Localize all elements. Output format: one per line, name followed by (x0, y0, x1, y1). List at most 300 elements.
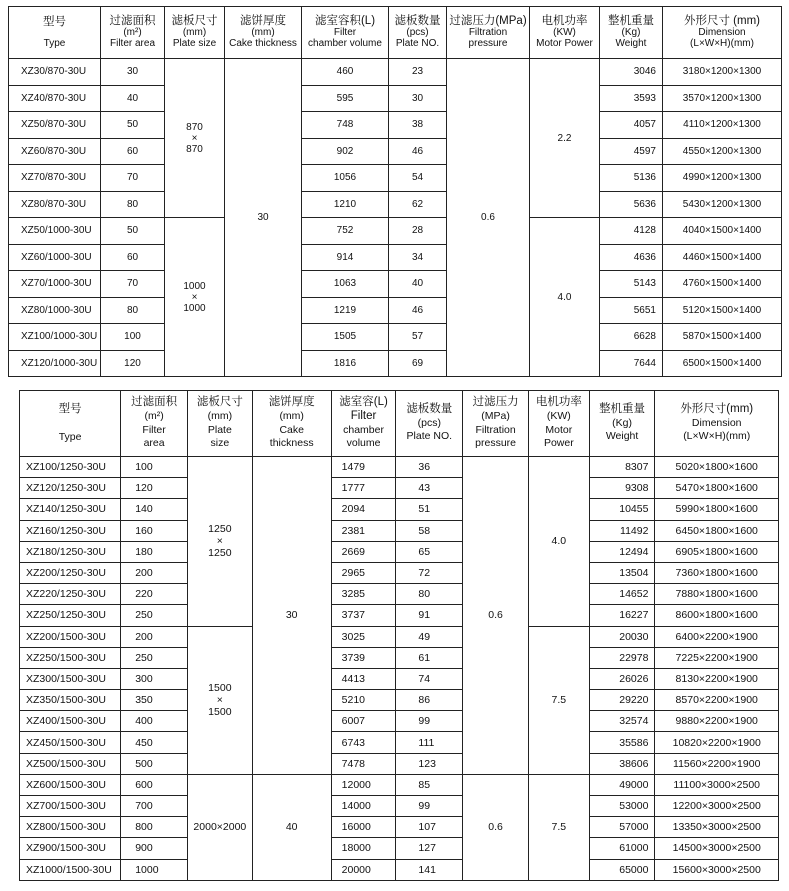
header-dimension-zh: 外形尺寸 (mm) (683, 15, 760, 27)
cell-power-2-2: 2.2 (530, 59, 600, 218)
cell-area: 400 (121, 711, 188, 732)
cell-type: XZ1000/1500-30U (20, 859, 121, 880)
header-weight (600, 7, 663, 59)
cell-plates: 58 (396, 520, 463, 541)
cell-area: 30 (101, 59, 165, 86)
cell-volume: 1210 (302, 191, 389, 218)
cell-pressure: 0.6 (447, 59, 530, 377)
cell-volume: 595 (302, 85, 389, 112)
cell-type: XZ100/1250-30U (20, 457, 121, 478)
cell-type: XZ800/1500-30U (20, 817, 121, 838)
cell-dimension: 4990×1200×1300 (663, 165, 782, 192)
cell-pressure-b: 0.6 (463, 774, 529, 880)
table-row (20, 520, 779, 541)
cell-plates: 74 (396, 668, 463, 689)
header-weight-zh: 整机重量 (608, 15, 654, 27)
header-pressure-en1: Filtration (475, 423, 516, 436)
header-pressure-en2: pressure (475, 437, 517, 450)
cell-dimension: 11560×2200×1900 (655, 753, 779, 774)
cell-dimension: 4460×1500×1400 (663, 244, 782, 271)
cell-volume: 902 (302, 138, 389, 165)
header-plate-zh: 滤板尺寸 (171, 15, 218, 27)
header-area-en2: area (143, 437, 165, 450)
cell-type: XZ40/870-30U (9, 85, 101, 112)
cell-plates: 30 (389, 85, 447, 112)
cell-plates: 123 (396, 753, 463, 774)
plate-size-dim-b: 870 (186, 143, 203, 155)
cell-plates: 34 (389, 244, 447, 271)
cell-plate-size-1250 (187, 457, 252, 627)
cell-type: XZ160/1250-30U (20, 520, 121, 541)
cell-plates: 62 (389, 191, 447, 218)
cell-area: 70 (101, 271, 165, 298)
cell-type: XZ80/870-30U (9, 191, 101, 218)
cell-volume: 20000 (331, 859, 396, 880)
cell-power-4-0: 4.0 (530, 218, 600, 377)
header-cake (225, 7, 302, 59)
cell-plates: 72 (396, 562, 463, 583)
header-pressure-zh: 过滤压力 (472, 396, 519, 409)
cell-dimension: 4040×1500×1400 (663, 218, 782, 245)
cell-dimension: 8130×2200×1900 (655, 668, 779, 689)
cell-type: XZ900/1500-30U (20, 838, 121, 859)
cell-plates: 91 (396, 605, 463, 626)
header-plate-unit: (mm) (182, 27, 207, 38)
table-row (20, 859, 779, 880)
cell-area: 120 (121, 478, 188, 499)
cell-weight: 3046 (600, 59, 663, 86)
header-type-zh: 型号 (43, 15, 66, 28)
cell-weight: 4057 (600, 112, 663, 139)
table-row (20, 774, 779, 795)
header-weight-zh: 整机重量 (599, 403, 646, 416)
cell-dimension: 11100×3000×2500 (655, 774, 779, 795)
cell-volume: 1063 (302, 271, 389, 298)
cell-plate-size-2000: 2000×2000 (187, 774, 252, 880)
header-volume-en1: Filter (333, 27, 357, 38)
cell-weight: 4597 (600, 138, 663, 165)
header-power (528, 391, 589, 457)
table-header-row (9, 7, 782, 59)
cell-area: 250 (121, 605, 188, 626)
cell-area: 200 (121, 626, 188, 647)
cell-volume: 5210 (331, 690, 396, 711)
cell-dimension: 6905×1800×1600 (655, 541, 779, 562)
cell-dimension: 10820×2200×1900 (655, 732, 779, 753)
header-weight-unit: (Kg) (612, 416, 632, 429)
cell-area: 100 (121, 457, 188, 478)
cell-weight: 32574 (589, 711, 655, 732)
cell-area: 60 (101, 244, 165, 271)
table-header-row (20, 391, 779, 457)
cell-plate-size-1000 (165, 218, 225, 377)
cell-volume: 7478 (331, 753, 396, 774)
cell-weight: 61000 (589, 838, 655, 859)
cell-dimension: 5120×1500×1400 (663, 297, 782, 324)
header-plates-en: Plate NO. (406, 430, 453, 443)
cell-plates: 36 (396, 457, 463, 478)
cell-type: XZ500/1500-30U (20, 753, 121, 774)
cell-dimension: 3570×1200×1300 (663, 85, 782, 112)
header-pressure-zh: 过滤压力(MPa) (449, 15, 527, 27)
header-cake-zh: 滤饼厚度 (268, 396, 315, 409)
header-area-unit: (m²) (144, 409, 164, 422)
cell-area: 300 (121, 668, 188, 689)
table-row (20, 690, 779, 711)
cell-volume: 2965 (331, 562, 396, 583)
cell-plates: 127 (396, 838, 463, 859)
cell-dimension: 15600×3000×2500 (655, 859, 779, 880)
cell-dimension: 5990×1800×1600 (655, 499, 779, 520)
header-volume (331, 391, 396, 457)
cell-dimension: 5430×1200×1300 (663, 191, 782, 218)
cell-area: 180 (121, 541, 188, 562)
header-type-en: Type (58, 430, 82, 443)
header-power-en2: Power (543, 437, 574, 450)
cell-type: XZ700/1500-30U (20, 796, 121, 817)
header-area-zh: 过滤面积 (109, 15, 156, 27)
plate-size-times: × (216, 694, 223, 707)
header-cake-zh: 滤饼厚度 (240, 15, 286, 27)
table-row (20, 562, 779, 583)
cell-weight: 5136 (600, 165, 663, 192)
header-power-en: Motor Power (536, 38, 593, 49)
table-row (20, 478, 779, 499)
cell-area: 220 (121, 584, 188, 605)
cell-weight: 12494 (589, 541, 655, 562)
header-cake-en2: thickness (269, 437, 314, 450)
header-type (9, 7, 101, 59)
cell-dimension: 14500×3000×2500 (655, 838, 779, 859)
cell-volume: 748 (302, 112, 389, 139)
cell-dimension: 5470×1800×1600 (655, 478, 779, 499)
plate-size-dim-a: 1250 (208, 523, 232, 536)
cell-area: 40 (101, 85, 165, 112)
cell-dimension: 7360×1800×1600 (655, 562, 779, 583)
header-power-zh: 电机功率 (541, 15, 588, 27)
cell-dimension: 9880×2200×1900 (655, 711, 779, 732)
cell-area: 450 (121, 732, 188, 753)
header-plates-zh: 滤板数量 (394, 15, 441, 27)
cell-volume: 3737 (331, 605, 396, 626)
cell-power-4-0: 4.0 (528, 457, 589, 627)
cell-volume: 3285 (331, 584, 396, 605)
cell-cake-thickness: 30 (225, 59, 302, 377)
plate-size-dim-a: 1000 (183, 280, 206, 292)
table-row (9, 218, 782, 245)
cell-volume: 6007 (331, 711, 396, 732)
cell-type: XZ200/1250-30U (20, 562, 121, 583)
cell-plates: 57 (389, 324, 447, 351)
cell-volume: 12000 (331, 774, 396, 795)
header-power (530, 7, 600, 59)
cell-type: XZ350/1500-30U (20, 690, 121, 711)
table-row (20, 817, 779, 838)
header-power-unit: (KW) (546, 409, 571, 422)
header-power-en1: Motor (545, 423, 573, 436)
header-type-en: Type (43, 37, 66, 49)
cell-area: 70 (101, 165, 165, 192)
cell-weight: 22978 (589, 647, 655, 668)
plate-size-dim-b: 1500 (208, 706, 232, 719)
cell-area: 700 (121, 796, 188, 817)
cell-volume: 6743 (331, 732, 396, 753)
header-plate (165, 7, 225, 59)
header-plate-en2: size (210, 437, 230, 450)
cell-plates: 61 (396, 647, 463, 668)
header-plates-unit: (pcs) (417, 416, 441, 429)
cell-weight: 20030 (589, 626, 655, 647)
cell-weight: 53000 (589, 796, 655, 817)
table-row (9, 350, 782, 377)
header-area-zh: 过滤面积 (131, 396, 178, 409)
table-row (9, 138, 782, 165)
cell-type: XZ200/1500-30U (20, 626, 121, 647)
table-row (20, 753, 779, 774)
cell-weight: 7644 (600, 350, 663, 377)
cell-type: XZ120/1000-30U (9, 350, 101, 377)
header-volume-en2: chamber (343, 423, 384, 436)
cell-area: 50 (101, 112, 165, 139)
cell-area: 60 (101, 138, 165, 165)
header-weight-unit: (Kg) (621, 27, 641, 38)
cell-area: 250 (121, 647, 188, 668)
cell-dimension: 4110×1200×1300 (663, 112, 782, 139)
cell-weight: 57000 (589, 817, 655, 838)
header-weight-en: Weight (605, 430, 639, 443)
cell-volume: 2381 (331, 520, 396, 541)
table-row (9, 271, 782, 298)
header-cake-en1: Cake (279, 423, 304, 436)
header-plates-en: Plate NO. (395, 38, 440, 49)
cell-type: XZ60/870-30U (9, 138, 101, 165)
spec-table-2 (19, 390, 779, 881)
cell-weight: 29220 (589, 690, 655, 711)
cell-dimension: 4760×1500×1400 (663, 271, 782, 298)
cell-type: XZ50/870-30U (9, 112, 101, 139)
header-plates-zh: 滤板数量 (406, 403, 453, 416)
table-row (9, 85, 782, 112)
header-cake-unit: (mm) (251, 27, 275, 38)
header-area-en: Filter area (109, 38, 155, 49)
cell-plates: 38 (389, 112, 447, 139)
cell-dimension: 6450×1800×1600 (655, 520, 779, 541)
plate-size-dim-a: 1500 (208, 682, 232, 695)
header-type (20, 391, 121, 457)
header-dimension-en2: (L×W×H)(mm) (683, 430, 751, 443)
header-power-unit: (KW) (553, 27, 576, 38)
header-volume-zh: 滤室容(L) (339, 396, 388, 409)
header-plate-en1: Plate (207, 423, 232, 436)
cell-type: XZ60/1000-30U (9, 244, 101, 271)
cell-volume: 1816 (302, 350, 389, 377)
cell-weight: 5143 (600, 271, 663, 298)
cell-cake-thickness-40: 40 (252, 774, 331, 880)
cell-type: XZ300/1500-30U (20, 668, 121, 689)
cell-dimension: 6500×1500×1400 (663, 350, 782, 377)
cell-weight: 16227 (589, 605, 655, 626)
header-volume-en3: volume (346, 437, 381, 450)
header-dimension (655, 391, 779, 457)
cell-volume: 18000 (331, 838, 396, 859)
header-dimension-en1: Dimension (691, 416, 742, 429)
cell-area: 350 (121, 690, 188, 711)
cell-type: XZ180/1250-30U (20, 541, 121, 562)
cell-area: 500 (121, 753, 188, 774)
table-row (20, 711, 779, 732)
header-plates (396, 391, 463, 457)
cell-plates: 49 (396, 626, 463, 647)
cell-power-7-5: 7.5 (528, 626, 589, 774)
cell-volume: 1777 (331, 478, 396, 499)
table-row (9, 324, 782, 351)
table-row (20, 796, 779, 817)
cell-power-7-5-b: 7.5 (528, 774, 589, 880)
cell-weight: 10455 (589, 499, 655, 520)
header-pressure (463, 391, 529, 457)
cell-type: XZ70/1000-30U (9, 271, 101, 298)
table-row (20, 457, 779, 478)
cell-volume: 752 (302, 218, 389, 245)
cell-area: 80 (101, 191, 165, 218)
header-area (101, 7, 165, 59)
table-row (9, 297, 782, 324)
cell-volume: 1056 (302, 165, 389, 192)
cell-weight: 65000 (589, 859, 655, 880)
cell-area: 900 (121, 838, 188, 859)
cell-plates: 65 (396, 541, 463, 562)
cell-weight: 14652 (589, 584, 655, 605)
cell-plates: 54 (389, 165, 447, 192)
cell-weight: 6628 (600, 324, 663, 351)
header-volume-zh: 滤室容积(L) (314, 15, 376, 27)
cell-area: 160 (121, 520, 188, 541)
cell-volume: 2669 (331, 541, 396, 562)
cell-area: 100 (101, 324, 165, 351)
cell-volume: 1219 (302, 297, 389, 324)
cell-volume: 914 (302, 244, 389, 271)
cell-area: 800 (121, 817, 188, 838)
header-area-en1: Filter (142, 423, 166, 436)
plate-size-times: × (191, 132, 198, 144)
cell-dimension: 5870×1500×1400 (663, 324, 782, 351)
cell-weight: 5636 (600, 191, 663, 218)
cell-dimension: 5020×1800×1600 (655, 457, 779, 478)
cell-area: 140 (121, 499, 188, 520)
header-pressure (447, 7, 530, 59)
table-row (20, 541, 779, 562)
cell-volume: 3739 (331, 647, 396, 668)
header-pressure-en2: pressure (468, 38, 508, 49)
cell-plates: 43 (396, 478, 463, 499)
table-row (20, 626, 779, 647)
header-area (121, 391, 188, 457)
cell-plates: 85 (396, 774, 463, 795)
table-row (20, 732, 779, 753)
table-row (9, 191, 782, 218)
table-row (20, 838, 779, 859)
cell-plates: 141 (396, 859, 463, 880)
cell-volume: 1505 (302, 324, 389, 351)
plate-size-dim-a: 870 (186, 121, 203, 133)
cell-plates: 69 (389, 350, 447, 377)
plate-size-times: × (191, 291, 198, 303)
cell-type: XZ400/1500-30U (20, 711, 121, 732)
cell-type: XZ120/1250-30U (20, 478, 121, 499)
plate-size-dim-b: 1000 (183, 302, 206, 314)
table-row (9, 59, 782, 86)
cell-weight: 5651 (600, 297, 663, 324)
cell-pressure-a: 0.6 (463, 457, 529, 775)
header-cake (252, 391, 331, 457)
cell-type: XZ450/1500-30U (20, 732, 121, 753)
cell-weight: 13504 (589, 562, 655, 583)
header-type-zh: 型号 (58, 402, 82, 415)
cell-plates: 23 (389, 59, 447, 86)
cell-plates: 99 (396, 711, 463, 732)
header-dimension-zh: 外形尺寸(mm) (680, 403, 754, 416)
cell-weight: 26026 (589, 668, 655, 689)
cell-area: 120 (101, 350, 165, 377)
cell-dimension: 13350×3000×2500 (655, 817, 779, 838)
header-weight-en: Weight (615, 38, 647, 49)
cell-dimension: 6400×2200×1900 (655, 626, 779, 647)
header-plates (389, 7, 447, 59)
header-weight (589, 391, 655, 457)
header-volume-en1: Filter (350, 409, 377, 422)
cell-weight: 11492 (589, 520, 655, 541)
cell-volume: 2094 (331, 499, 396, 520)
cell-dimension: 12200×3000×2500 (655, 796, 779, 817)
cell-plates: 40 (389, 271, 447, 298)
cell-volume: 4413 (331, 668, 396, 689)
cell-weight: 38606 (589, 753, 655, 774)
cell-type: XZ80/1000-30U (9, 297, 101, 324)
table-row (9, 244, 782, 271)
cell-type: XZ600/1500-30U (20, 774, 121, 795)
plate-size-times: × (216, 535, 223, 548)
cell-plates: 80 (396, 584, 463, 605)
cell-weight: 4128 (600, 218, 663, 245)
header-cake-unit: (mm) (279, 409, 304, 422)
cell-volume: 3025 (331, 626, 396, 647)
cell-plates: 107 (396, 817, 463, 838)
cell-area: 600 (121, 774, 188, 795)
table-row (20, 499, 779, 520)
table-row (9, 165, 782, 192)
table-row (20, 647, 779, 668)
cell-plates: 28 (389, 218, 447, 245)
cell-type: XZ250/1500-30U (20, 647, 121, 668)
cell-weight: 4636 (600, 244, 663, 271)
cell-dimension: 7880×1800×1600 (655, 584, 779, 605)
cell-volume: 1479 (331, 457, 396, 478)
cell-volume: 14000 (331, 796, 396, 817)
cell-dimension: 3180×1200×1300 (663, 59, 782, 86)
header-pressure-en1: Filtration (468, 27, 508, 38)
cell-type: XZ70/870-30U (9, 165, 101, 192)
cell-dimension: 7225×2200×1900 (655, 647, 779, 668)
cell-area: 50 (101, 218, 165, 245)
cell-type: XZ50/1000-30U (9, 218, 101, 245)
header-plates-unit: (pcs) (406, 27, 429, 38)
header-plate-en: Plate size (172, 38, 217, 49)
cell-plates: 111 (396, 732, 463, 753)
cell-plates: 46 (389, 297, 447, 324)
cell-area: 80 (101, 297, 165, 324)
cell-type: XZ250/1250-30U (20, 605, 121, 626)
table-row (20, 584, 779, 605)
